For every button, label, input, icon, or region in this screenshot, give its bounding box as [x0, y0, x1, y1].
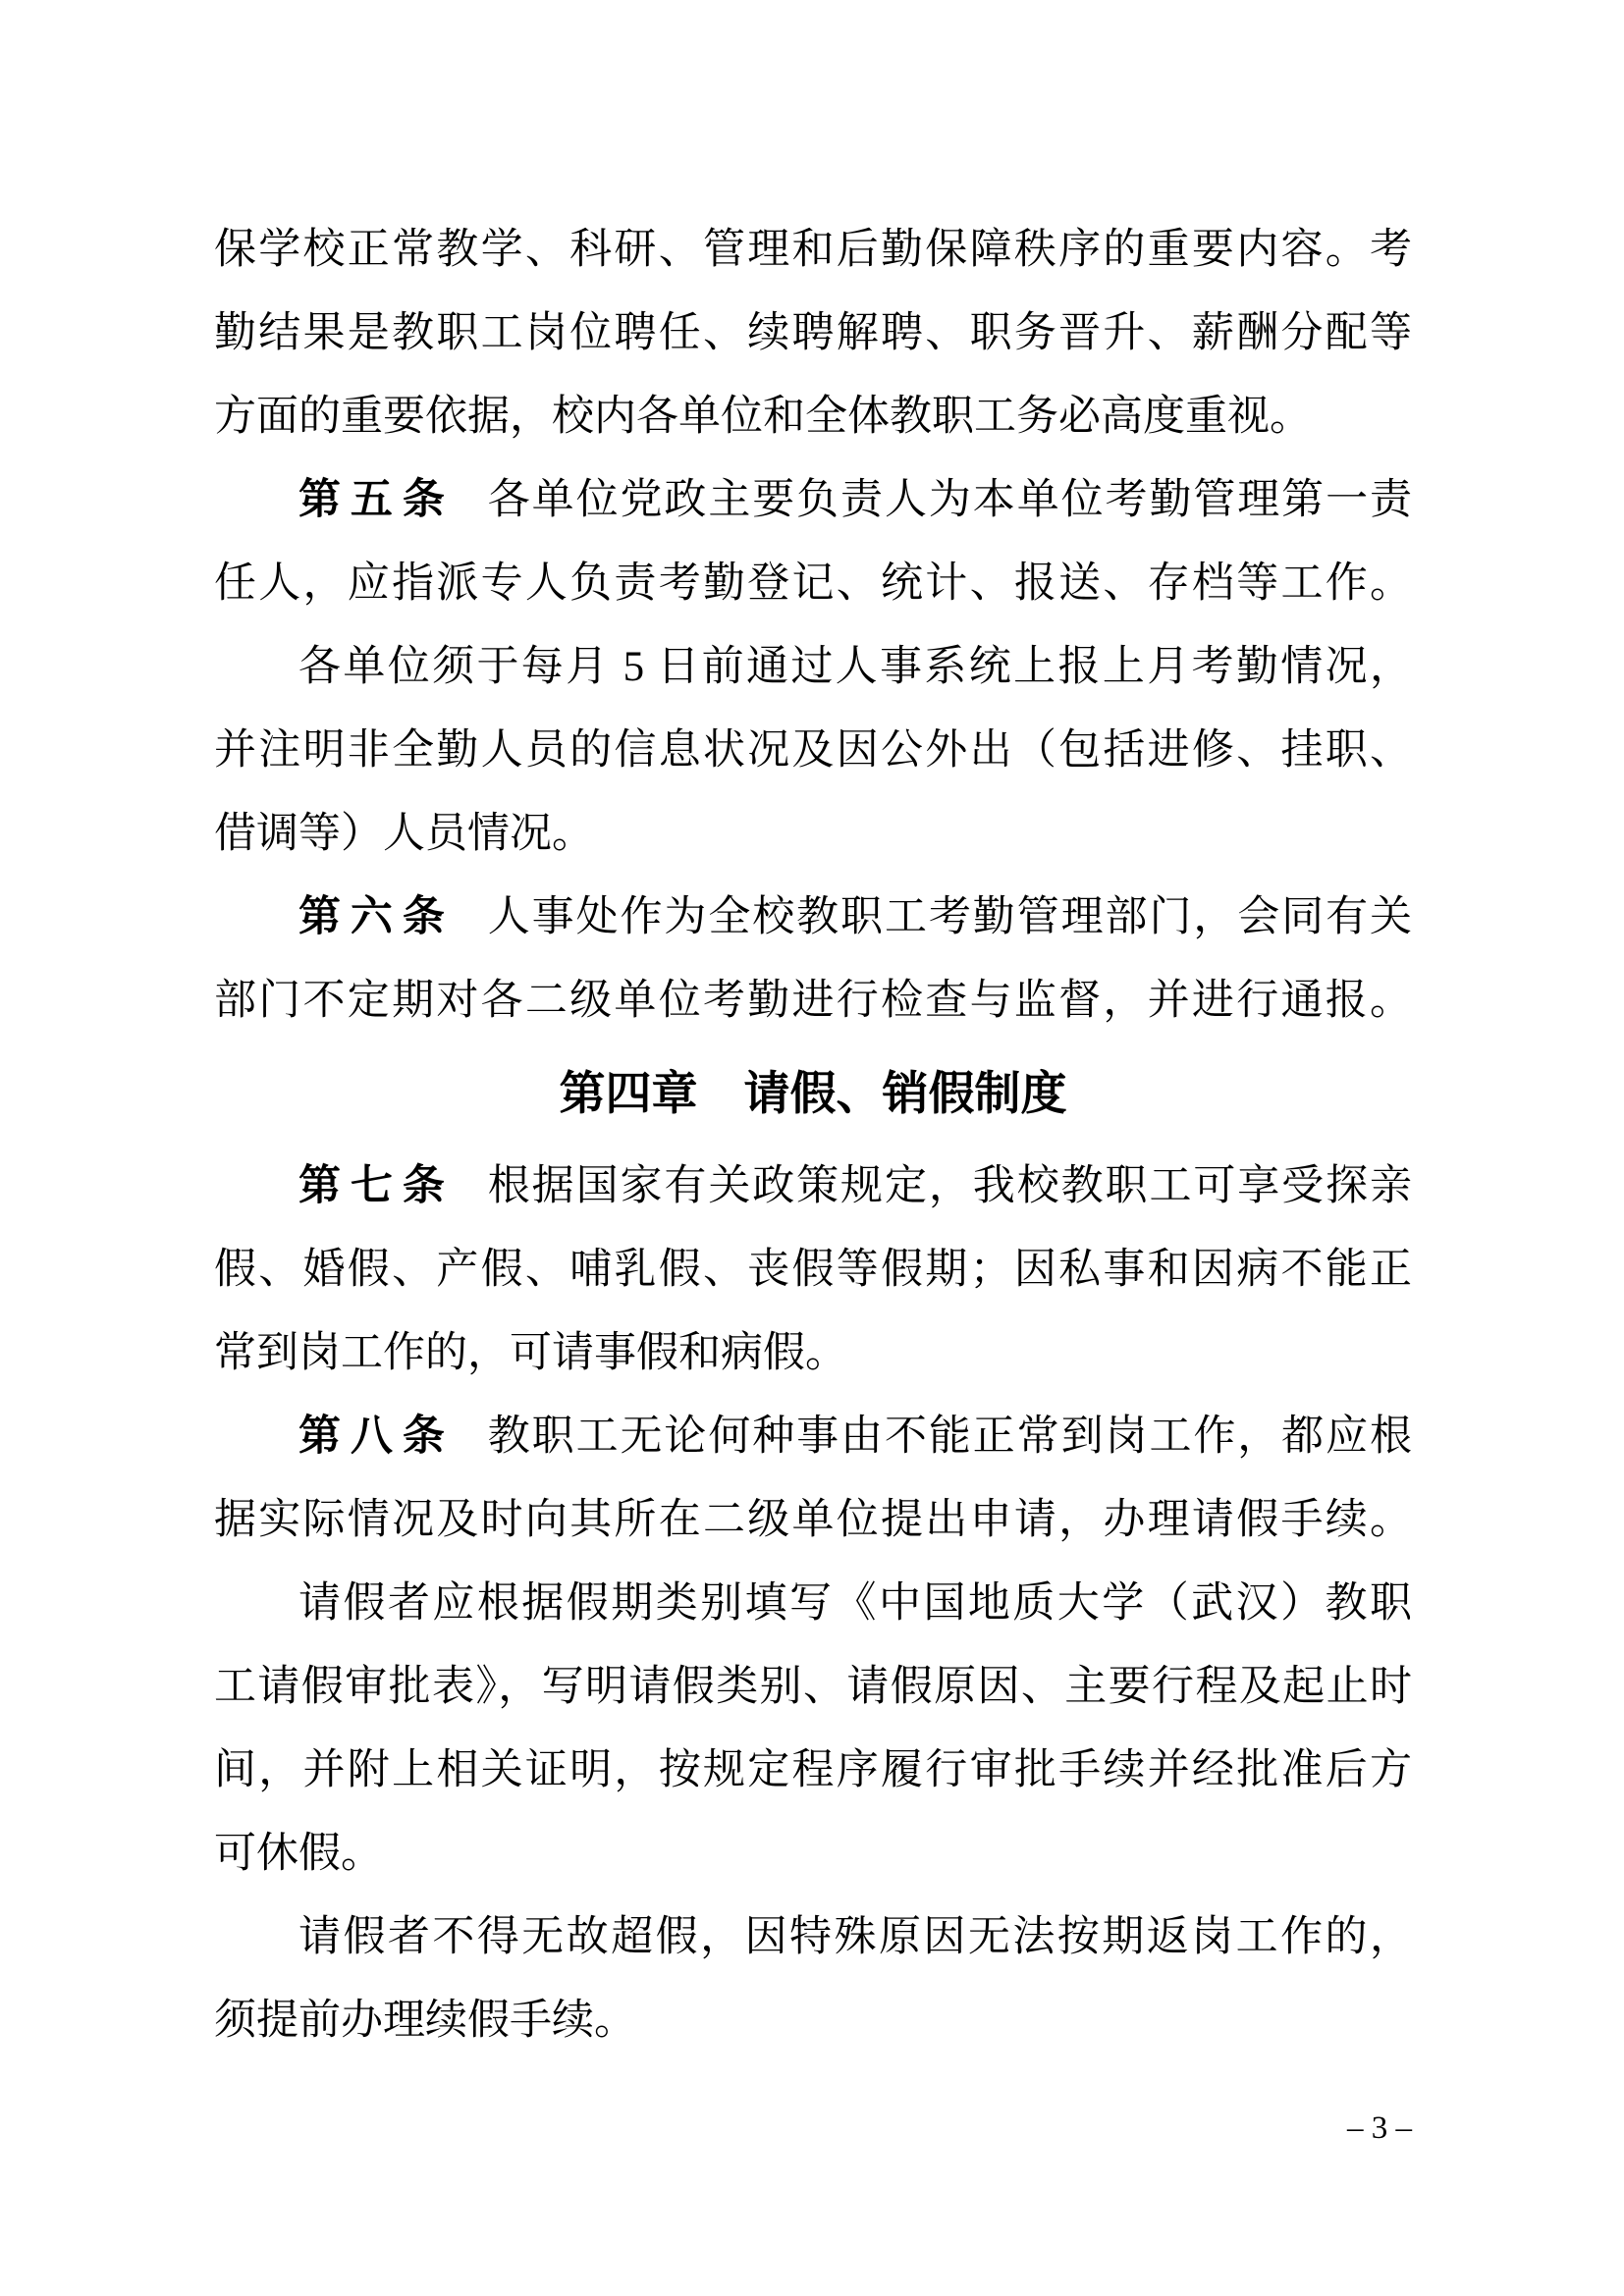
page-number: – 3 – — [1347, 2110, 1412, 2146]
line-text: 人事处作为全校教职工考勤管理部门，会同有关 — [487, 894, 1413, 940]
text-line: 请假者应根据假期类别填写《中国地质大学（武汉）教职 — [298, 1580, 1412, 1627]
line-text: 根据国家有关政策规定，我校教职工可享受探亲 — [487, 1163, 1413, 1209]
text-line: 方面的重要依据，校内各单位和全体教职工务必高度重视。 — [214, 394, 1312, 440]
document-body — [214, 208, 1412, 2062]
chapter-heading: 第四章 请假、销假制度 — [559, 1067, 1067, 1119]
text-line: 各单位须于每月 5 日前通过人事系统上报上月考勤情况， — [298, 644, 1412, 690]
article-number: 第七条 — [298, 1162, 455, 1209]
article-number: 第五条 — [298, 476, 455, 523]
text-line: 部门不定期对各二级单位考勤进行检查与监督，并进行通报。 — [214, 978, 1412, 1024]
line-text: 各单位党政主要负责人为本单位考勤管理第一责 — [487, 477, 1413, 523]
text-line: 勤结果是教职工岗位聘任、续聘解聘、职务晋升、薪酬分配等 — [214, 310, 1412, 356]
text-line: 常到岗工作的，可请事假和病假。 — [214, 1330, 847, 1376]
text-line — [214, 876, 1412, 959]
line-text: 教职工无论何种事由不能正常到岗工作，都应根 — [487, 1414, 1413, 1460]
text-line: 假、婚假、产假、哺乳假、丧假等假期；因私事和因病不能正 — [214, 1247, 1412, 1293]
text-line: 据实际情况及时向其所在二级单位提出申请，办理请假手续。 — [214, 1497, 1412, 1543]
text-line — [214, 1145, 1412, 1228]
text-line — [214, 458, 1412, 542]
text-line — [214, 1395, 1412, 1478]
text-line: 任人，应指派专人负责考勤登记、统计、报送、存档等工作。 — [214, 561, 1412, 607]
text-line: 间，并附上相关证明，按规定程序履行审批手续并经批准后方 — [214, 1747, 1412, 1793]
text-line: 借调等）人员情况。 — [214, 811, 594, 857]
text-line: 须提前办理续假手续。 — [214, 1998, 636, 2044]
article-number: 第六条 — [298, 893, 455, 940]
text-line: 请假者不得无故超假，因特殊原因无法按期返岗工作的， — [298, 1914, 1412, 1960]
article-number: 第八条 — [298, 1413, 455, 1460]
text-line: 并注明非全勤人员的信息状况及因公外出（包括进修、挂职、 — [214, 727, 1412, 774]
text-line: 保学校正常教学、科研、管理和后勤保障秩序的重要内容。考 — [214, 227, 1412, 273]
text-line: 工请假审批表》，写明请假类别、请假原因、主要行程及起止时 — [214, 1664, 1412, 1710]
text-line: 可休假。 — [214, 1831, 383, 1877]
